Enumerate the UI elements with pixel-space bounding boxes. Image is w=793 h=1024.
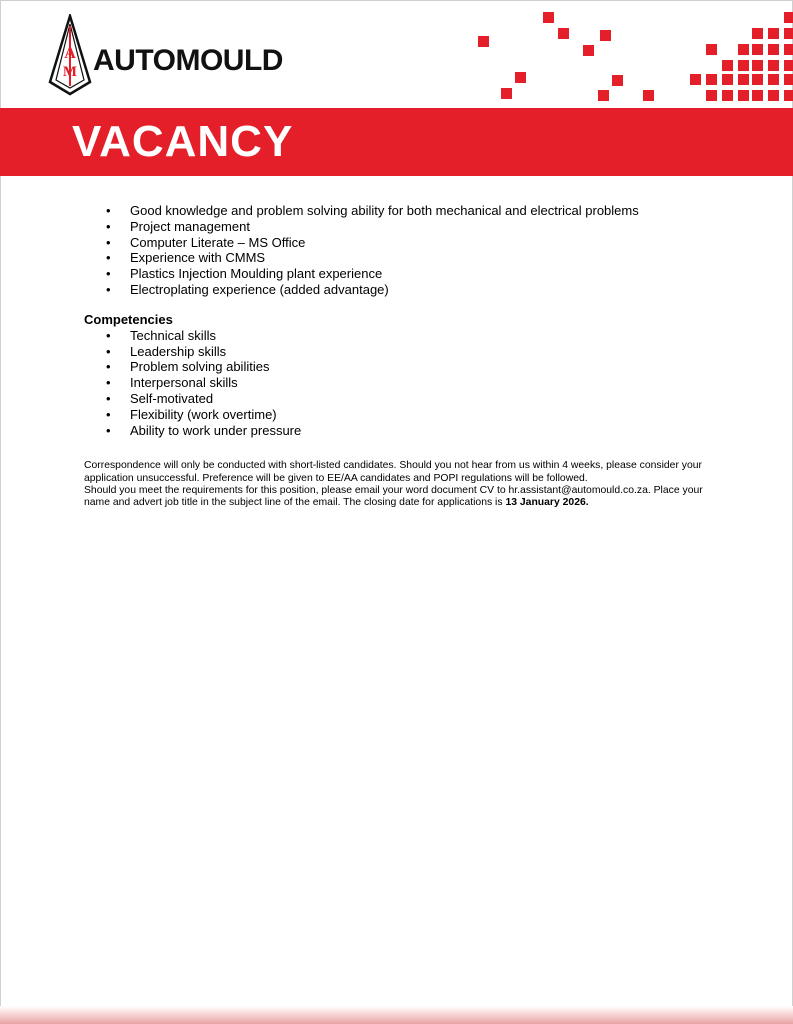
application-note [84,460,710,509]
decorative-square [738,74,749,85]
decorative-square [706,74,717,85]
list-item: • Electroplating experience (added advantage) [84,282,714,298]
list-item: • Ability to work under pressure [84,423,714,439]
decorative-square [543,12,554,23]
decorative-square [738,44,749,55]
apply-text: Should you meet the requirements for this position, please email your word document CV to hr.assistant@automould.co.za. Place your name and advert job title in the subject line of the email. The closing date for applications is [84,484,703,509]
decorative-square [598,90,609,101]
decorative-square [752,74,763,85]
decorative-square [768,74,779,85]
decorative-square [784,44,793,55]
svg-text:A: A [64,45,76,62]
decorative-square [768,44,779,55]
list-item: • Experience with CMMS [84,250,714,266]
decorative-square [706,90,717,101]
decorative-square [784,60,793,71]
competencies-heading: Competencies [84,311,173,327]
decorative-square [752,44,763,55]
decorative-square [784,90,793,101]
svg-text:M: M [62,64,78,80]
decorative-square [706,44,717,55]
list-item: • Technical skills [84,328,714,344]
decorative-square [478,36,489,47]
closing-date: 13 January 2026. [505,497,589,509]
list-item: • Flexibility (work overtime) [84,407,714,423]
list-item: • Plastics Injection Moulding plant experience [84,266,714,282]
brand-name: AUTOMOULD [93,44,283,77]
list-item: • Good knowledge and problem solving ability for both mechanical and electrical problems [84,203,714,219]
list-item: • Problem solving abilities [84,359,714,375]
decorative-square [722,74,733,85]
banner-title: VACANCY [72,117,294,166]
list-item: • Project management [84,219,714,235]
decorative-squares [0,0,793,108]
decorative-square [501,88,512,99]
decorative-square [722,90,733,101]
correspondence-note: Correspondence will only be conducted with short-listed candidates. Should you not hear from us within 4 weeks, please consider your application unsuccessful. Preference will be given to EE/AA candidates and POPI regulations will be followed. [84,460,703,484]
decorative-square [752,90,763,101]
decorative-square [784,12,793,23]
content [84,203,714,510]
decorative-square [600,30,611,41]
decorative-square [612,75,623,86]
decorative-square [722,60,733,71]
decorative-square [768,60,779,71]
list-item: • Computer Literate – MS Office [84,235,714,251]
decorative-square [768,28,779,39]
decorative-square [784,28,793,39]
decorative-square [690,74,701,85]
decorative-square [752,28,763,39]
decorative-square [784,74,793,85]
list-item: • Interpersonal skills [84,375,714,391]
header [0,0,793,108]
decorative-square [768,90,779,101]
decorative-square [558,28,569,39]
bottom-strip [0,1006,793,1024]
decorative-square [752,60,763,71]
decorative-square [583,45,594,56]
list-item: • Leadership skills [84,344,714,360]
list-item: • Self-motivated [84,391,714,407]
requirements-list [84,203,714,298]
vacancy-banner [0,108,793,176]
decorative-square [515,72,526,83]
decorative-square [643,90,654,101]
competencies-list [84,328,714,439]
decorative-square [738,60,749,71]
apply-instructions [84,485,710,510]
decorative-square [738,90,749,101]
